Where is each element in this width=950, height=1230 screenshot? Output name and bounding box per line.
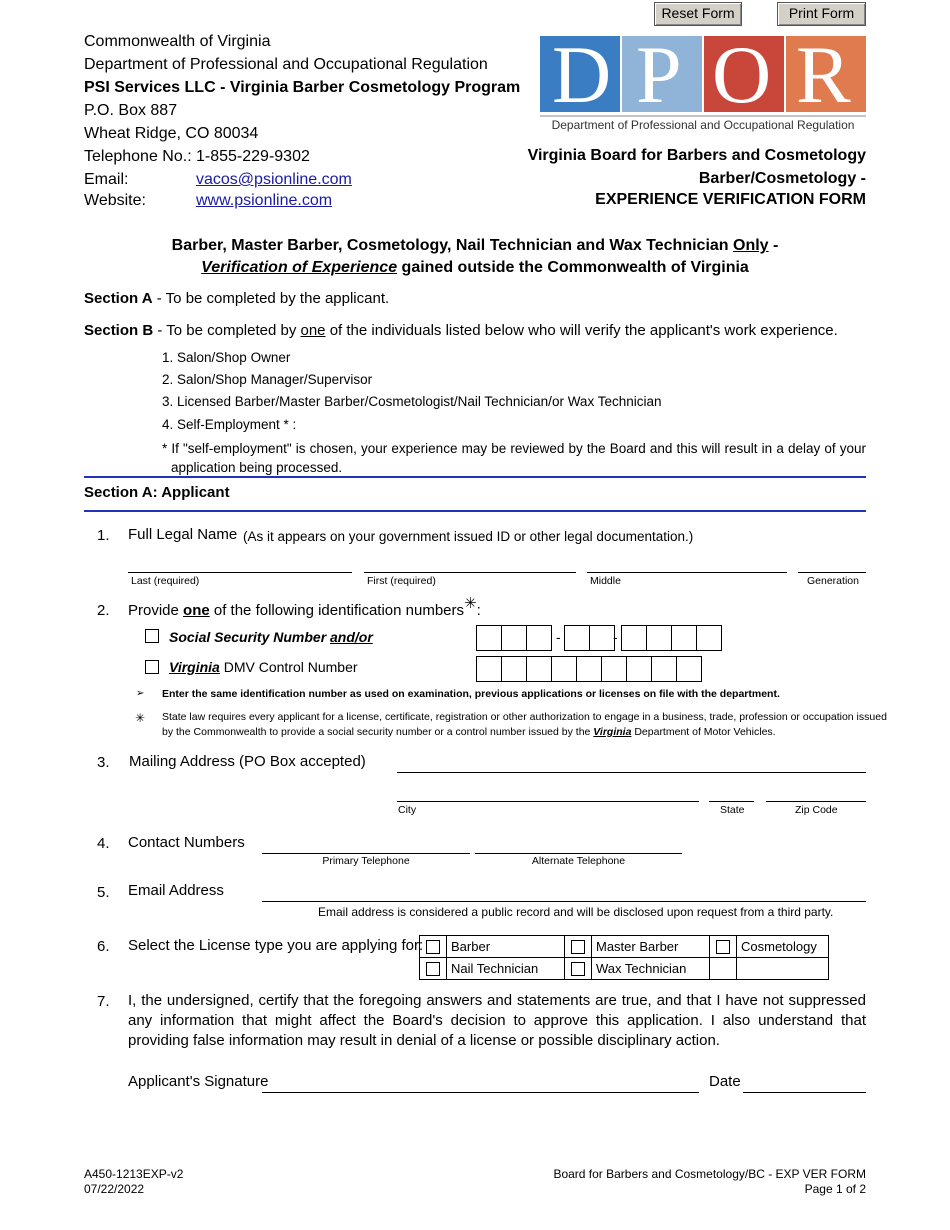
date-label: Date bbox=[709, 1073, 741, 1090]
primary-telephone-input[interactable] bbox=[262, 853, 470, 854]
primary-telephone-caption: Primary Telephone bbox=[322, 855, 410, 867]
print-form-button[interactable]: Print Form bbox=[777, 2, 866, 26]
header-line-5: Wheat Ridge, CO 80034 bbox=[84, 125, 259, 142]
footer-board: Board for Barbers and Cosmetology/BC - EXP VER FORM bbox=[553, 1167, 866, 1181]
board-title-1: Virginia Board for Barbers and Cosmetology bbox=[527, 147, 866, 164]
q4-number: 4. bbox=[97, 835, 110, 852]
dmv-digit-box[interactable] bbox=[676, 656, 702, 682]
subtitle-line-1: Barber, Master Barber, Cosmetology, Nail Technician and Wax Technician Only - bbox=[171, 237, 779, 254]
license-type-table bbox=[419, 935, 829, 980]
master-barber-checkbox[interactable] bbox=[571, 940, 585, 954]
q3-number: 3. bbox=[97, 754, 110, 771]
self-employment-note: * If "self-employment" is chosen, your experience may be reviewed by the Board and this will result in a delay of your bbox=[162, 441, 866, 456]
barber-checkbox[interactable] bbox=[426, 940, 440, 954]
svg-text:D: D bbox=[552, 36, 612, 120]
dmv-digit-box[interactable] bbox=[576, 656, 602, 682]
divider bbox=[84, 510, 866, 512]
generation-input[interactable] bbox=[798, 572, 866, 573]
page-number: Page 1 of 2 bbox=[804, 1182, 866, 1196]
q1-number: 1. bbox=[97, 527, 110, 544]
ssn-label: Social Security Number bbox=[169, 629, 327, 645]
phone-label: Telephone No.: bbox=[84, 148, 192, 165]
list-item: 1. Salon/Shop Owner bbox=[162, 350, 291, 365]
q7-number: 7. bbox=[97, 993, 110, 1010]
email-address-input[interactable] bbox=[262, 901, 866, 902]
email-address-label: Email Address bbox=[128, 882, 224, 899]
svg-text:P: P bbox=[636, 36, 682, 120]
full-name-hint: (As it appears on your government issued ID or other legal documentation.) bbox=[243, 529, 694, 544]
wax-technician-label: Wax Technician bbox=[592, 958, 710, 980]
dmv-digit-box[interactable] bbox=[526, 656, 552, 682]
q5-number: 5. bbox=[97, 884, 110, 901]
subtitle-line-2: Verification of Experience gained outside the Commonwealth of Virginia bbox=[201, 259, 749, 276]
header-line-2: Department of Professional and Occupational Regulation bbox=[84, 56, 488, 73]
city-caption: City bbox=[398, 804, 417, 816]
empty-cell bbox=[710, 958, 737, 980]
form-id: A450-1213EXP-v2 bbox=[84, 1167, 184, 1181]
cosmetology-checkbox[interactable] bbox=[716, 940, 730, 954]
dmv-label: Virginia DMV Control Number bbox=[169, 659, 358, 675]
last-name-caption: Last (required) bbox=[131, 575, 200, 587]
middle-name-input[interactable] bbox=[587, 572, 787, 573]
logo-caption: Department of Professional and Occupational Regulation bbox=[551, 118, 855, 132]
wax-technician-checkbox[interactable] bbox=[571, 962, 585, 976]
dmv-digit-box[interactable] bbox=[651, 656, 677, 682]
middle-name-caption: Middle bbox=[590, 575, 621, 587]
first-name-caption: First (required) bbox=[367, 575, 436, 587]
state-law-note-1: State law requires every applicant for a license, certificate, registration or other authorization to engage in a business, trade, profession or occupation issued bbox=[162, 711, 887, 723]
master-barber-label: Master Barber bbox=[592, 936, 710, 958]
section-b-desc: Section B - To be completed by one of the individuals listed below who will verify the applicant's work experience. bbox=[84, 322, 838, 339]
header-line-1: Commonwealth of Virginia bbox=[84, 33, 271, 50]
section-a-desc: Section A - To be completed by the applicant. bbox=[84, 290, 390, 307]
ssn-checkbox[interactable] bbox=[145, 629, 159, 643]
section-a-title: Section A: Applicant bbox=[84, 484, 230, 501]
zip-caption: Zip Code bbox=[795, 804, 838, 816]
self-employment-note-2: application being processed. bbox=[171, 460, 343, 475]
alternate-telephone-input[interactable] bbox=[475, 853, 682, 854]
generation-caption: Generation bbox=[807, 575, 859, 587]
board-title-2: Barber/Cosmetology - bbox=[698, 170, 866, 187]
empty-cell bbox=[737, 958, 829, 980]
dmv-digit-box[interactable] bbox=[626, 656, 652, 682]
mailing-address-label: Mailing Address (PO Box accepted) bbox=[129, 753, 366, 770]
ssn-digit-box[interactable] bbox=[671, 625, 697, 651]
ssn-digit-box[interactable] bbox=[621, 625, 647, 651]
alternate-telephone-caption: Alternate Telephone bbox=[531, 855, 626, 867]
q2-number: 2. bbox=[97, 602, 110, 619]
arrow-icon: ➢ bbox=[136, 688, 145, 699]
board-title-3: EXPERIENCE VERIFICATION FORM bbox=[595, 191, 866, 208]
license-type-label: Select the License type you are applying for: bbox=[128, 937, 424, 954]
dmv-digit-box[interactable] bbox=[551, 656, 577, 682]
dmv-digit-box[interactable] bbox=[501, 656, 527, 682]
q6-number: 6. bbox=[97, 938, 110, 955]
state-law-note-2: by the Commonwealth to provide a social security number or a control number issued by the Virginia Department of Motor Vehicles. bbox=[162, 726, 776, 738]
nail-technician-label: Nail Technician bbox=[447, 958, 565, 980]
phone-number: 1-855-229-9302 bbox=[196, 148, 310, 165]
full-name-label: Full Legal Name bbox=[128, 526, 238, 543]
header-line-3: PSI Services LLC - Virginia Barber Cosmetology Program bbox=[84, 79, 521, 96]
website-label: Website: bbox=[84, 192, 146, 209]
ssn-dash: - bbox=[556, 629, 561, 645]
svg-text:R: R bbox=[796, 36, 851, 120]
list-item: 4. Self-Employment * : bbox=[162, 417, 297, 432]
signature-input[interactable] bbox=[262, 1092, 699, 1093]
ssn-digit-box[interactable] bbox=[476, 625, 502, 651]
email-label: Email: bbox=[84, 171, 129, 188]
dmv-checkbox[interactable] bbox=[145, 660, 159, 674]
reset-form-button[interactable]: Reset Form bbox=[654, 2, 742, 26]
list-item: 2. Salon/Shop Manager/Supervisor bbox=[162, 372, 373, 387]
zip-input[interactable] bbox=[766, 801, 866, 802]
state-input[interactable] bbox=[709, 801, 754, 802]
first-name-input[interactable] bbox=[364, 572, 576, 573]
ssn-digit-box[interactable] bbox=[526, 625, 552, 651]
ssn-digit-box[interactable] bbox=[646, 625, 672, 651]
date-input[interactable] bbox=[743, 1092, 866, 1093]
form-date: 07/22/2022 bbox=[84, 1182, 145, 1196]
email-public-note: Email address is considered a public record and will be disclosed upon request from a third party. bbox=[318, 905, 834, 919]
dmv-digit-box[interactable] bbox=[476, 656, 502, 682]
dmv-digit-box[interactable] bbox=[601, 656, 627, 682]
state-caption: State bbox=[720, 804, 745, 816]
header-line-4: P.O. Box 887 bbox=[84, 102, 178, 119]
city-input[interactable] bbox=[397, 801, 699, 802]
email-link[interactable]: vacos@psionline.com bbox=[196, 171, 352, 188]
nail-technician-checkbox[interactable] bbox=[426, 962, 440, 976]
signature-label: Applicant's Signature bbox=[128, 1073, 269, 1090]
svg-text:O: O bbox=[712, 36, 772, 120]
ssn-digit-box[interactable] bbox=[564, 625, 590, 651]
asterisk-icon: ✳ bbox=[464, 595, 477, 612]
id-number-label: Provide one of the following identification numbers✳: bbox=[128, 595, 481, 619]
mailing-address-input[interactable] bbox=[397, 772, 866, 773]
ssn-digit-box[interactable] bbox=[501, 625, 527, 651]
divider bbox=[84, 476, 866, 478]
star-icon: ✳ bbox=[135, 711, 146, 725]
ssn-digit-box[interactable] bbox=[696, 625, 722, 651]
contact-numbers-label: Contact Numbers bbox=[128, 834, 245, 851]
and-or-label: and/or bbox=[330, 629, 373, 645]
ssn-dash: - bbox=[613, 629, 618, 645]
ssn-digit-box[interactable] bbox=[589, 625, 615, 651]
barber-label: Barber bbox=[447, 936, 565, 958]
list-item: 3. Licensed Barber/Master Barber/Cosmetologist/Nail Technician/or Wax Technician bbox=[162, 394, 662, 409]
id-note: Enter the same identification number as used on examination, previous applications or licenses on file with the department. bbox=[162, 688, 780, 700]
last-name-input[interactable] bbox=[128, 572, 352, 573]
cosmetology-label: Cosmetology bbox=[737, 936, 829, 958]
dpor-logo bbox=[540, 36, 866, 132]
certification-text: I, the undersigned, certify that the foregoing answers and statements are true, and that I have not suppressed any information that might affect the Board's decision to approve this application. I also understand that providing false information may result in denial of a license or possible disciplinary action. bbox=[128, 992, 866, 1049]
website-link[interactable]: www.psionline.com bbox=[196, 192, 333, 209]
